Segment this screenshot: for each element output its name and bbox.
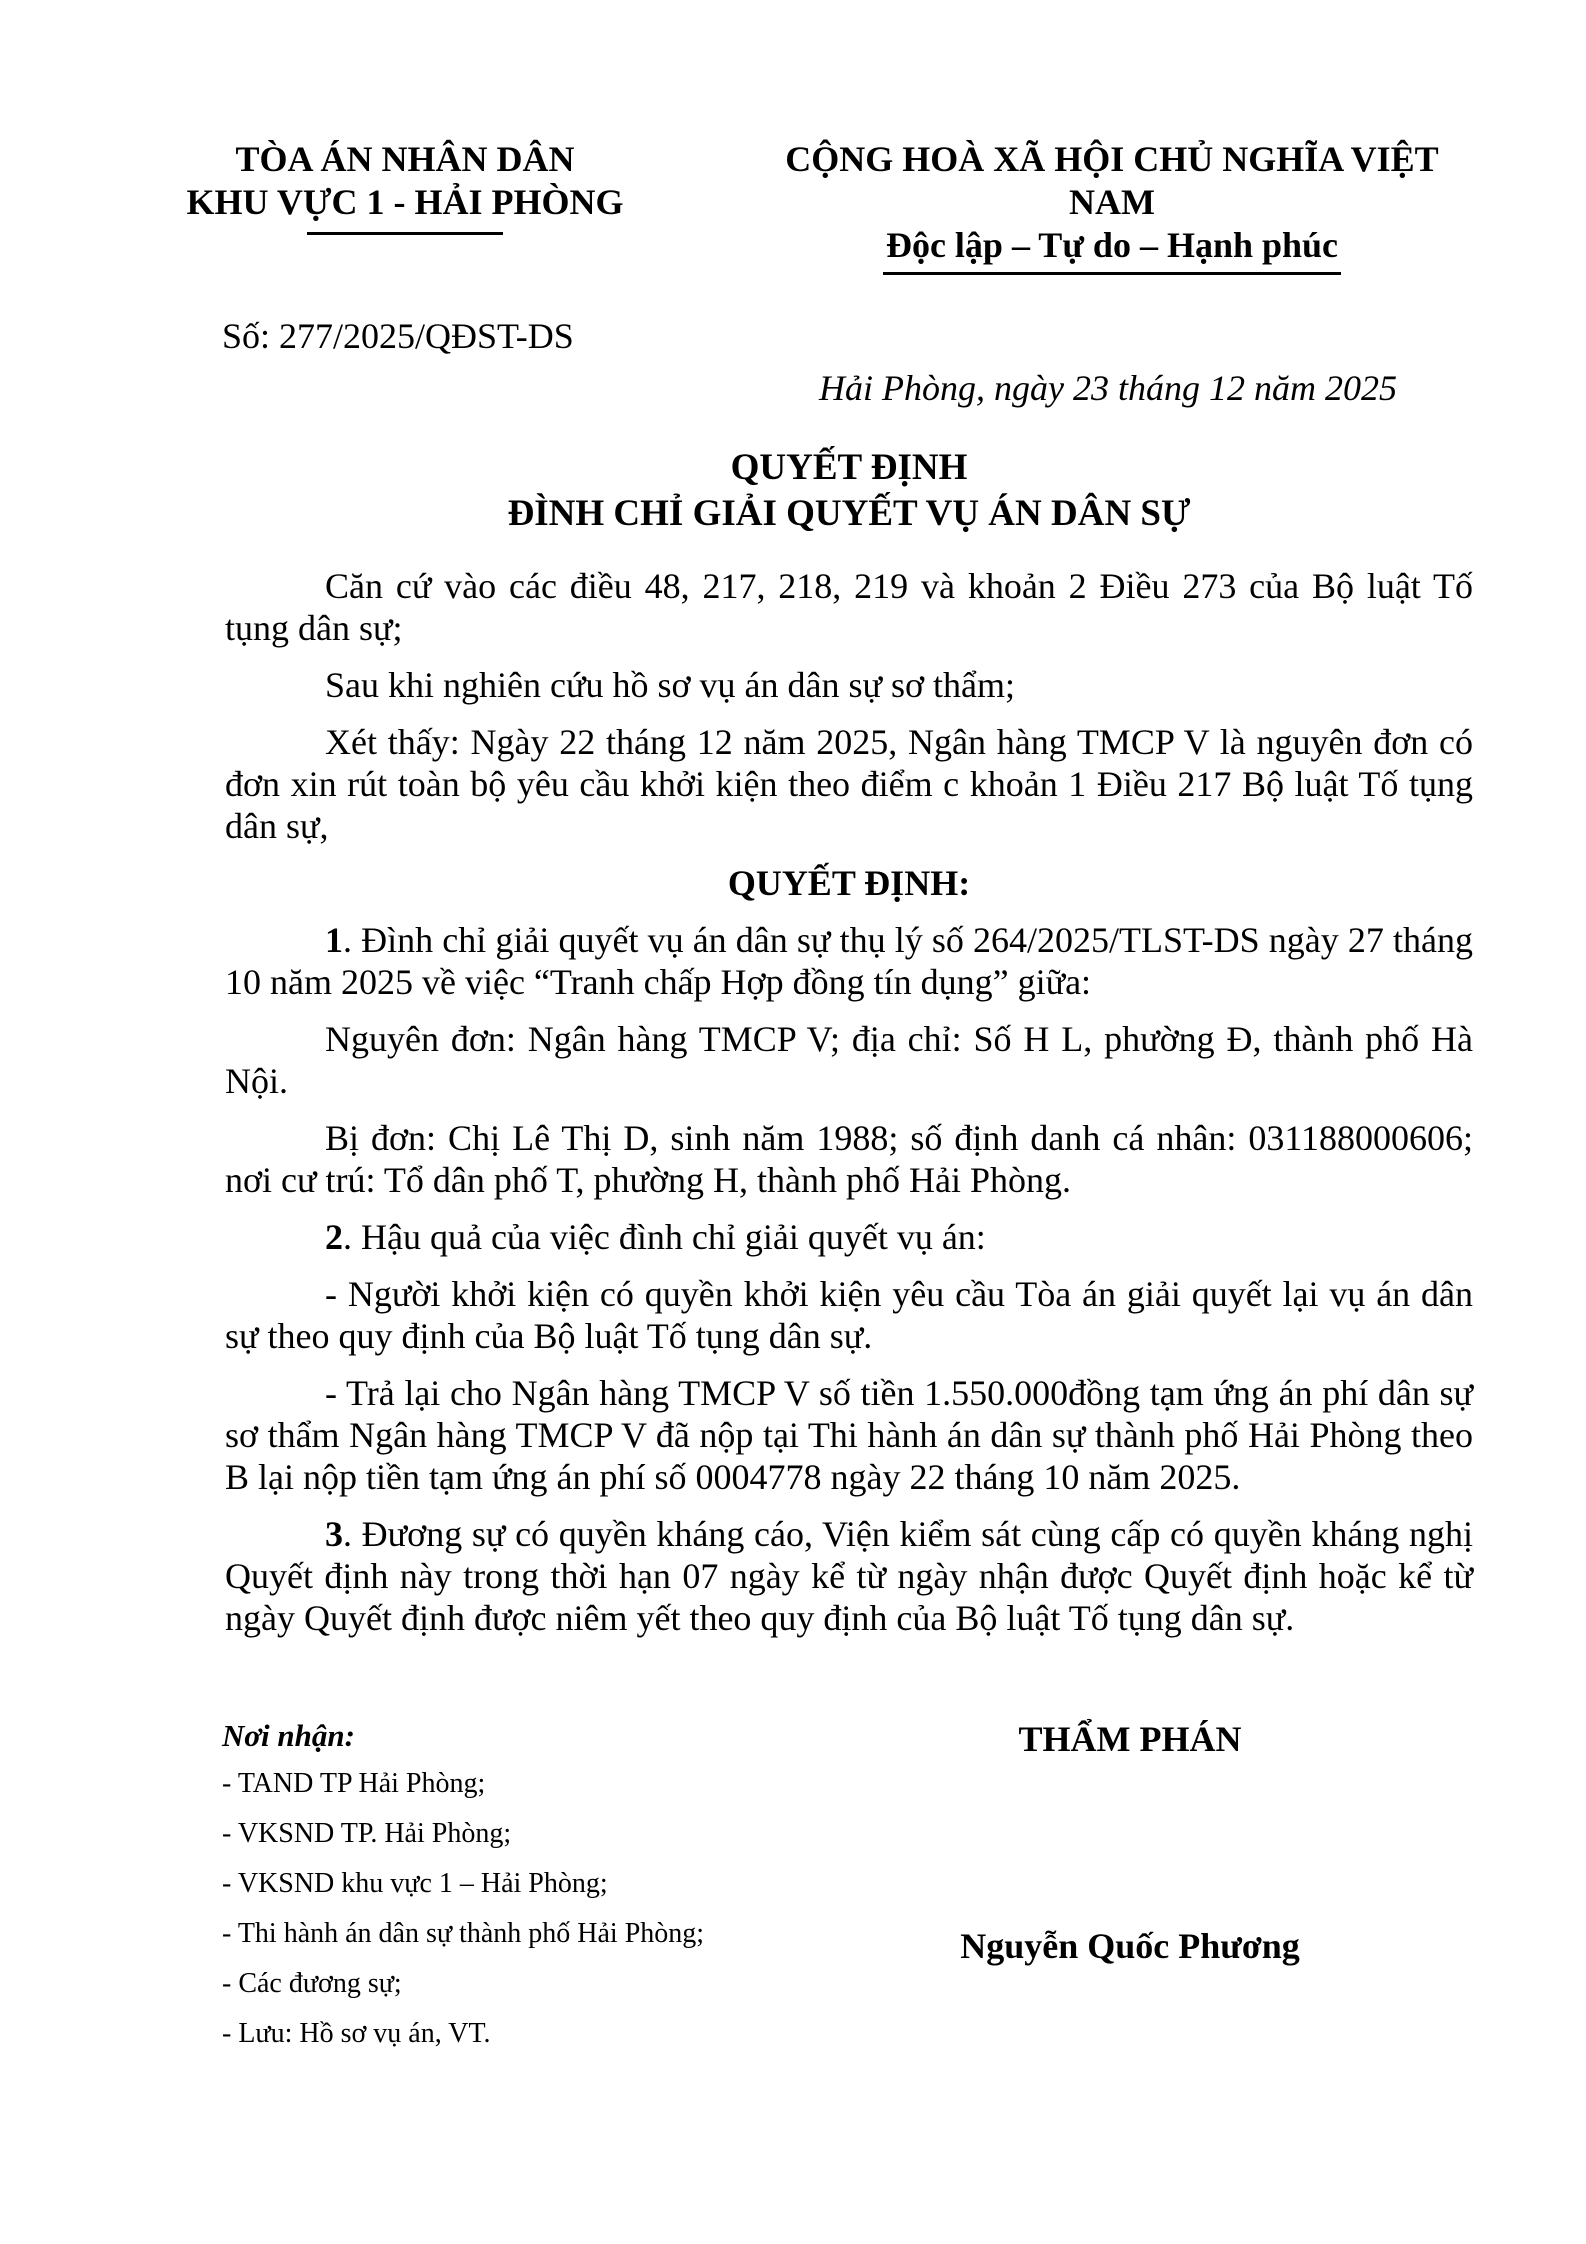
decision-item-3 [225, 1513, 1473, 1639]
decision-item-1-number: 1 [325, 920, 343, 960]
document-footer [0, 1717, 1586, 2059]
decision-item-1-text: . Đình chỉ giải quyết vụ án dân sự thụ lý số 264/2025/TLST-DS ngày 27 tháng 10 năm 2025 về việc “Tranh chấp Hợp đồng tín dụng” giữa: [225, 920, 1473, 1002]
decision-item-1 [225, 919, 1473, 1003]
defendant-paragraph: Bị đơn: Chị Lê Thị D, sinh năm 1988; số định danh cá nhân: 031188000606; nơi cư trú: Tổ dân phố T, phường H, thành phố Hải Phòng. [225, 1118, 1473, 1200]
recipient-line: - VKSND khu vực 1 – Hải Phòng; [222, 1868, 608, 1899]
decision-item-2-sub-1: - Người khởi kiện có quyền khởi kiện yêu cầu Tòa án giải quyết lại vụ án dân sự theo quy định của Bộ luật Tố tụng dân sự. [225, 1274, 1473, 1356]
place-date-line: Hải Phòng, ngày 23 tháng 12 năm 2025 [819, 368, 1397, 408]
court-header-rule [307, 232, 503, 235]
recipient-line: - TAND TP Hải Phòng; [222, 1768, 486, 1799]
recipient-line: - Thi hành án dân sự thành phố Hải Phòng; [222, 1918, 705, 1949]
document-title-line1: QUYẾT ĐỊNH [730, 447, 968, 488]
recipient-line: - Lưu: Hồ sơ vụ án, VT. [222, 2018, 491, 2049]
decision-item-2-text: . Hậu quả của việc đình chỉ giải quyết vụ án: [343, 1217, 986, 1257]
document-title-line2: ĐÌNH CHỈ GIẢI QUYẾT VỤ ÁN DÂN SỰ [507, 493, 1191, 534]
decision-item-2-sub-2: - Trả lại cho Ngân hàng TMCP V số tiền 1.550.000đồng tạm ứng án phí dân sự sơ thẩm Ngân hàng TMCP V đã nộp tại Thi hành án dân sự thành phố Hải Phòng theo B lại nộp tiền tạm ứng án phí số 0004778 ngày 22 tháng 10 năm 2025. [225, 1373, 1473, 1497]
national-motto-block [751, 138, 1473, 275]
recipients-block [222, 1717, 822, 2059]
national-title: CỘNG HOÀ XÃ HỘI CHỦ NGHĨA VIỆT NAM [785, 139, 1439, 222]
decision-item-3-text: . Đương sự có quyền kháng cáo, Viện kiểm sát cùng cấp có quyền kháng nghị Quyết định này trong thời hạn 07 ngày kể từ ngày nhận được Quyết định hoặc kể từ ngày Quyết định được niêm yết theo quy định của Bộ luật Tố tụng dân sự. [225, 1514, 1473, 1638]
decision-item-2 [225, 1216, 1473, 1258]
document-number: Số: 277/2025/QĐST-DS [222, 316, 574, 356]
preamble-paragraph-legal-basis: Căn cứ vào các điều 48, 217, 218, 219 và khoản 2 Điều 273 của Bộ luật Tố tụng dân sự; [225, 566, 1473, 648]
judge-name: Nguyễn Quốc Phương [960, 1926, 1300, 1966]
recipient-line: - VKSND TP. Hải Phòng; [222, 1818, 512, 1849]
decision-item-2-number: 2 [325, 1217, 343, 1257]
decision-item-3-number: 3 [325, 1514, 343, 1554]
court-name-line2: KHU VỰC 1 - HẢI PHÒNG [186, 182, 624, 222]
court-block [163, 138, 647, 275]
court-name-line1: TÒA ÁN NHÂN DÂN [235, 139, 575, 179]
document-header [0, 0, 1586, 275]
document-title [225, 445, 1473, 537]
preamble-paragraph-review: Sau khi nghiên cứu hồ sơ vụ án dân sự sơ thẩm; [325, 665, 1016, 705]
preamble-paragraph-findings: Xét thấy: Ngày 22 tháng 12 năm 2025, Ngân hàng TMCP V là nguyên đơn có đơn xin rút toàn bộ yêu cầu khởi kiện theo điểm c khoản 1 Điều 217 Bộ luật Tố tụng dân sự, [225, 722, 1473, 846]
motto-header-rule [883, 272, 1341, 275]
national-motto: Độc lập – Tự do – Hạnh phúc [885, 225, 1339, 265]
decision-section-heading: QUYẾT ĐỊNH: [727, 863, 971, 903]
plaintiff-paragraph: Nguyên đơn: Ngân hàng TMCP V; địa chỉ: Số H L, phường Đ, thành phố Hà Nội. [225, 1019, 1473, 1101]
recipients-label: Nơi nhận: [222, 1718, 355, 1753]
signature-block [870, 1717, 1390, 2059]
judge-title: THẨM PHÁN [1018, 1719, 1242, 1759]
recipient-line: - Các đương sự; [222, 1968, 402, 1999]
